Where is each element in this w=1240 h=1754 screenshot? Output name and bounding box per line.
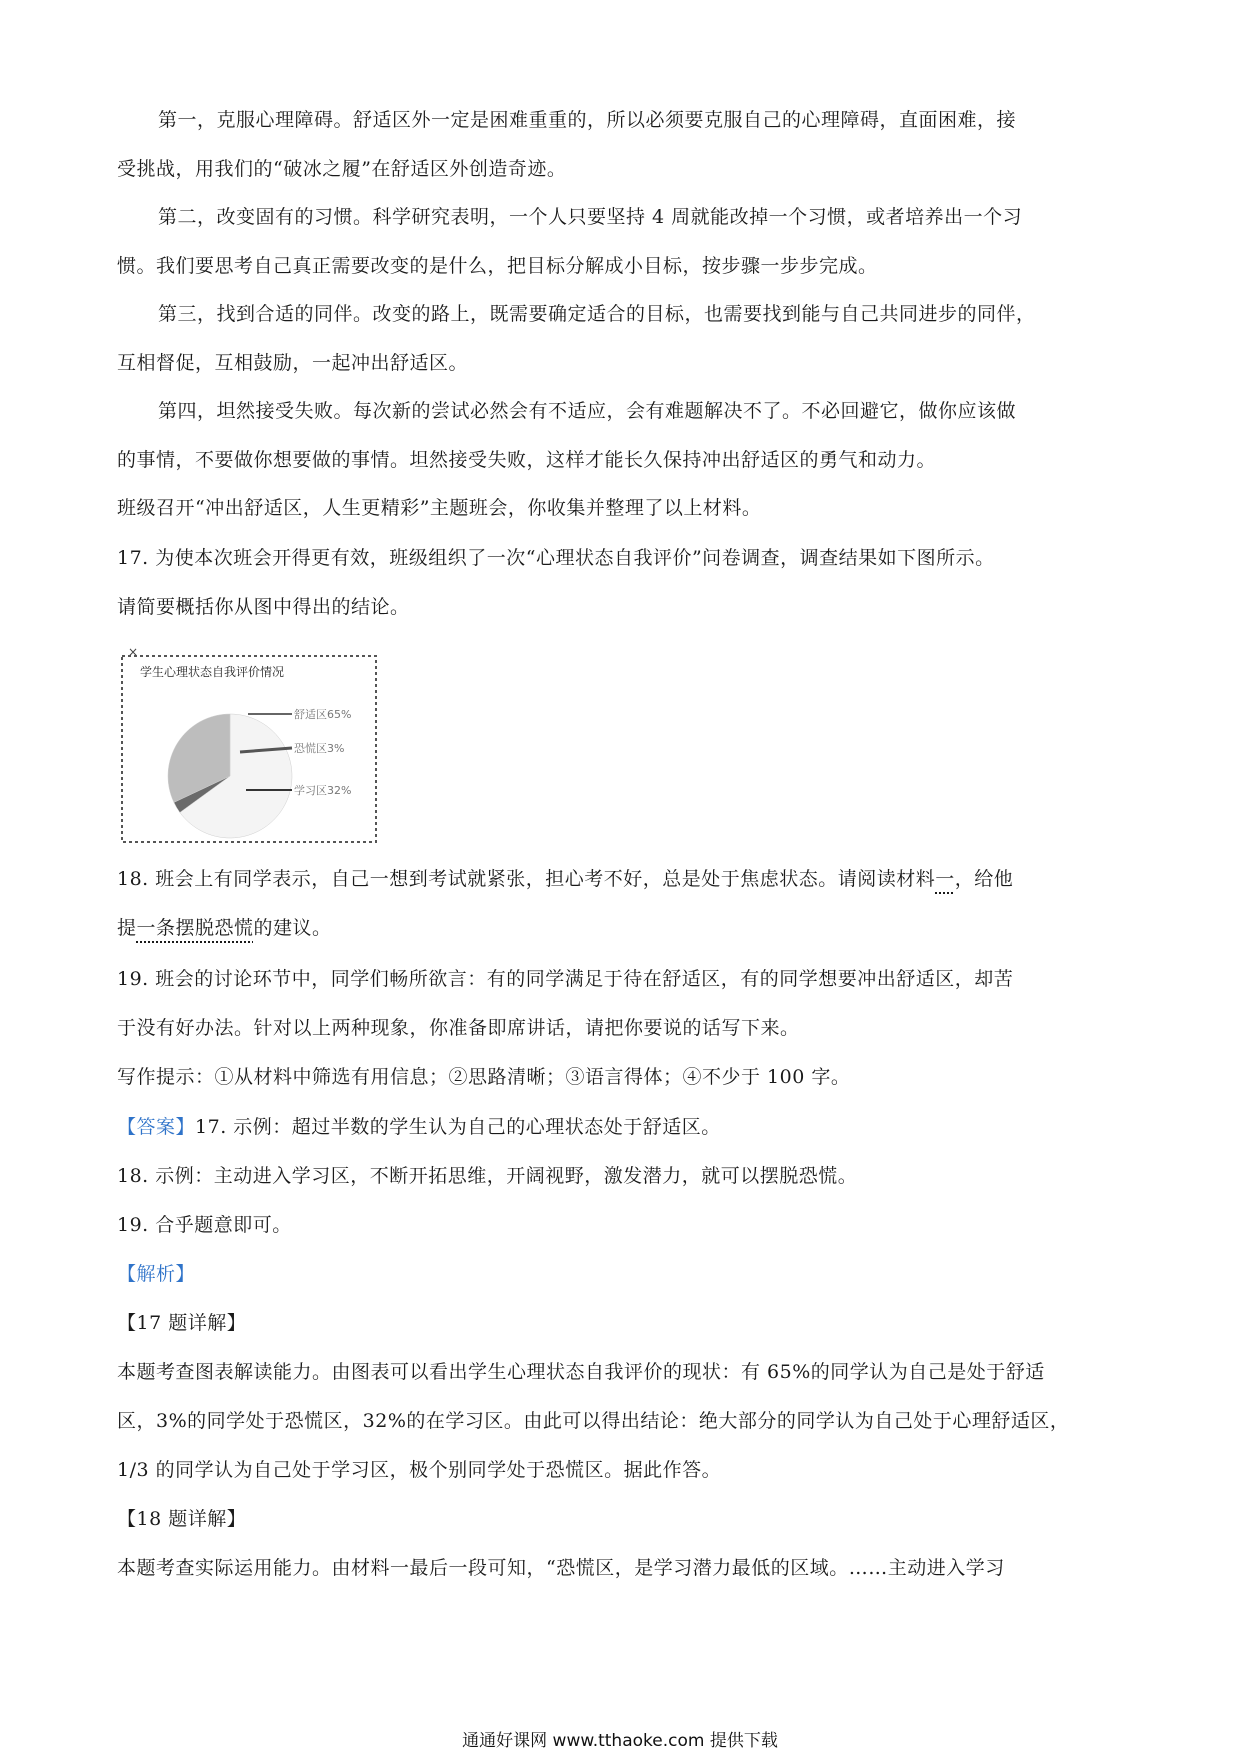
- paragraph-second-line2: 惯。我们要思考自己真正需要改变的是什么，把目标分解成小目标，按步骤一步步完成。: [117, 255, 878, 277]
- question-18-emphasis-one: 一: [935, 868, 955, 890]
- chart-corner-mark: ×: [128, 648, 139, 659]
- answer-17-line: [117, 1103, 1127, 1151]
- analysis-tag: 【解析】: [117, 1263, 196, 1285]
- analysis-17-heading: 【17 题详解】: [117, 1312, 247, 1334]
- paragraph-fourth-line1: 第四，坦然接受失败。每次新的尝试必然会有不适应，会有难题解决不了。不必回避它，做你应该做: [158, 400, 1017, 422]
- answer-18: 18. 示例：主动进入学习区，不断开拓思维，开阔视野，激发潜力，就可以摆脱恐慌。: [117, 1165, 858, 1187]
- intro-line: 班级召开“冲出舒适区，人生更精彩”主题班会，你收集并整理了以上材料。: [117, 497, 762, 519]
- footer-source: 通通好课网 www.tthaoke.com 提供下载: [462, 1731, 778, 1751]
- analysis-18-heading: 【18 题详解】: [117, 1508, 247, 1530]
- paragraph-fourth-line2: 的事情，不要做你想要做的事情。坦然接受失败，这样才能长久保持冲出舒适区的勇气和动力。: [117, 449, 937, 471]
- question-18-line2-end: 的建议。: [253, 917, 332, 939]
- label-comfort: 舒适区65%: [294, 708, 352, 721]
- paragraph-third-line1: 第三，找到合适的同伴。改变的路上，既需要确定适合的目标，也需要找到能与自己共同进步的同伴，: [158, 303, 1036, 325]
- analysis-17-line3: 1/3 的同学认为自己处于学习区，极个别同学处于恐慌区。据此作答。: [117, 1459, 722, 1481]
- analysis-18-line1: 本题考查实际运用能力。由材料一最后一段可知，“恐慌区，是学习潜力最低的区域。……主动进入学习: [117, 1557, 1005, 1579]
- question-17-line1: 17. 为使本次班会开得更有效，班级组织了一次“心理状态自我评价”问卷调查，调查结果如下图所示。: [117, 547, 995, 569]
- chart-title: 学生心理状态自我评价情况: [140, 665, 285, 679]
- answer-tag: 【答案】: [117, 1116, 196, 1138]
- label-learning: 学习区32%: [294, 784, 352, 797]
- self-evaluation-chart: [120, 648, 380, 844]
- question-18-line1-end: ，给他: [954, 868, 1014, 890]
- chart-pie: [168, 714, 292, 838]
- paragraph-first-line2: 受挑战，用我们的“破冰之履”在舒适区外创造奇迹。: [117, 158, 567, 180]
- paragraph-first-line1: 第一，克服心理障碍。舒适区外一定是困难重重的，所以必须要克服自己的心理障碍，直面困难，接: [158, 109, 1017, 131]
- writing-tips: 写作提示：①从材料中筛选有用信息；②思路清晰；③语言得体；④不少于 100 字。: [117, 1066, 851, 1088]
- question-18-line1: [117, 855, 1127, 903]
- question-18-line2: [117, 904, 1127, 952]
- analysis-17-line1: 本题考查图表解读能力。由图表可以看出学生心理状态自我评价的现状：有 65%的同学认为自己是处于舒适: [117, 1361, 1045, 1383]
- question-18-emphasis-phrase: 一条摆脱恐慌: [136, 917, 254, 939]
- question-18-line1-text: 18. 班会上有同学表示，自己一想到考试就紧张，担心考不好，总是处于焦虑状态。请阅读材料: [117, 868, 936, 890]
- paragraph-third-line2: 互相督促，互相鼓励，一起冲出舒适区。: [117, 352, 469, 374]
- question-19-line2: 于没有好办法。针对以上两种现象，你准备即席讲话，请把你要说的话写下来。: [117, 1017, 800, 1039]
- analysis-17-line2: 区，3%的同学处于恐慌区，32%的在学习区。由此可以得出结论：绝大部分的同学认为自己处于心理舒适区，: [117, 1410, 1070, 1432]
- label-panic: 恐慌区3%: [294, 742, 345, 755]
- paragraph-second-line1: 第二，改变固有的习惯。科学研究表明，一个人只要坚持 4 周就能改掉一个习惯，或者培养出一个习: [158, 206, 1023, 228]
- question-17-line2: 请简要概括你从图中得出的结论。: [117, 596, 410, 618]
- question-19-line1: 19. 班会的讨论环节中，同学们畅所欲言：有的同学满足于待在舒适区，有的同学想要冲出舒适区，却苦: [117, 968, 1014, 990]
- answer-17: 17. 示例：超过半数的学生认为自己的心理状态处于舒适区。: [195, 1116, 721, 1138]
- question-18-line2-start: 提: [117, 917, 137, 939]
- answer-19: 19. 合乎题意即可。: [117, 1214, 292, 1236]
